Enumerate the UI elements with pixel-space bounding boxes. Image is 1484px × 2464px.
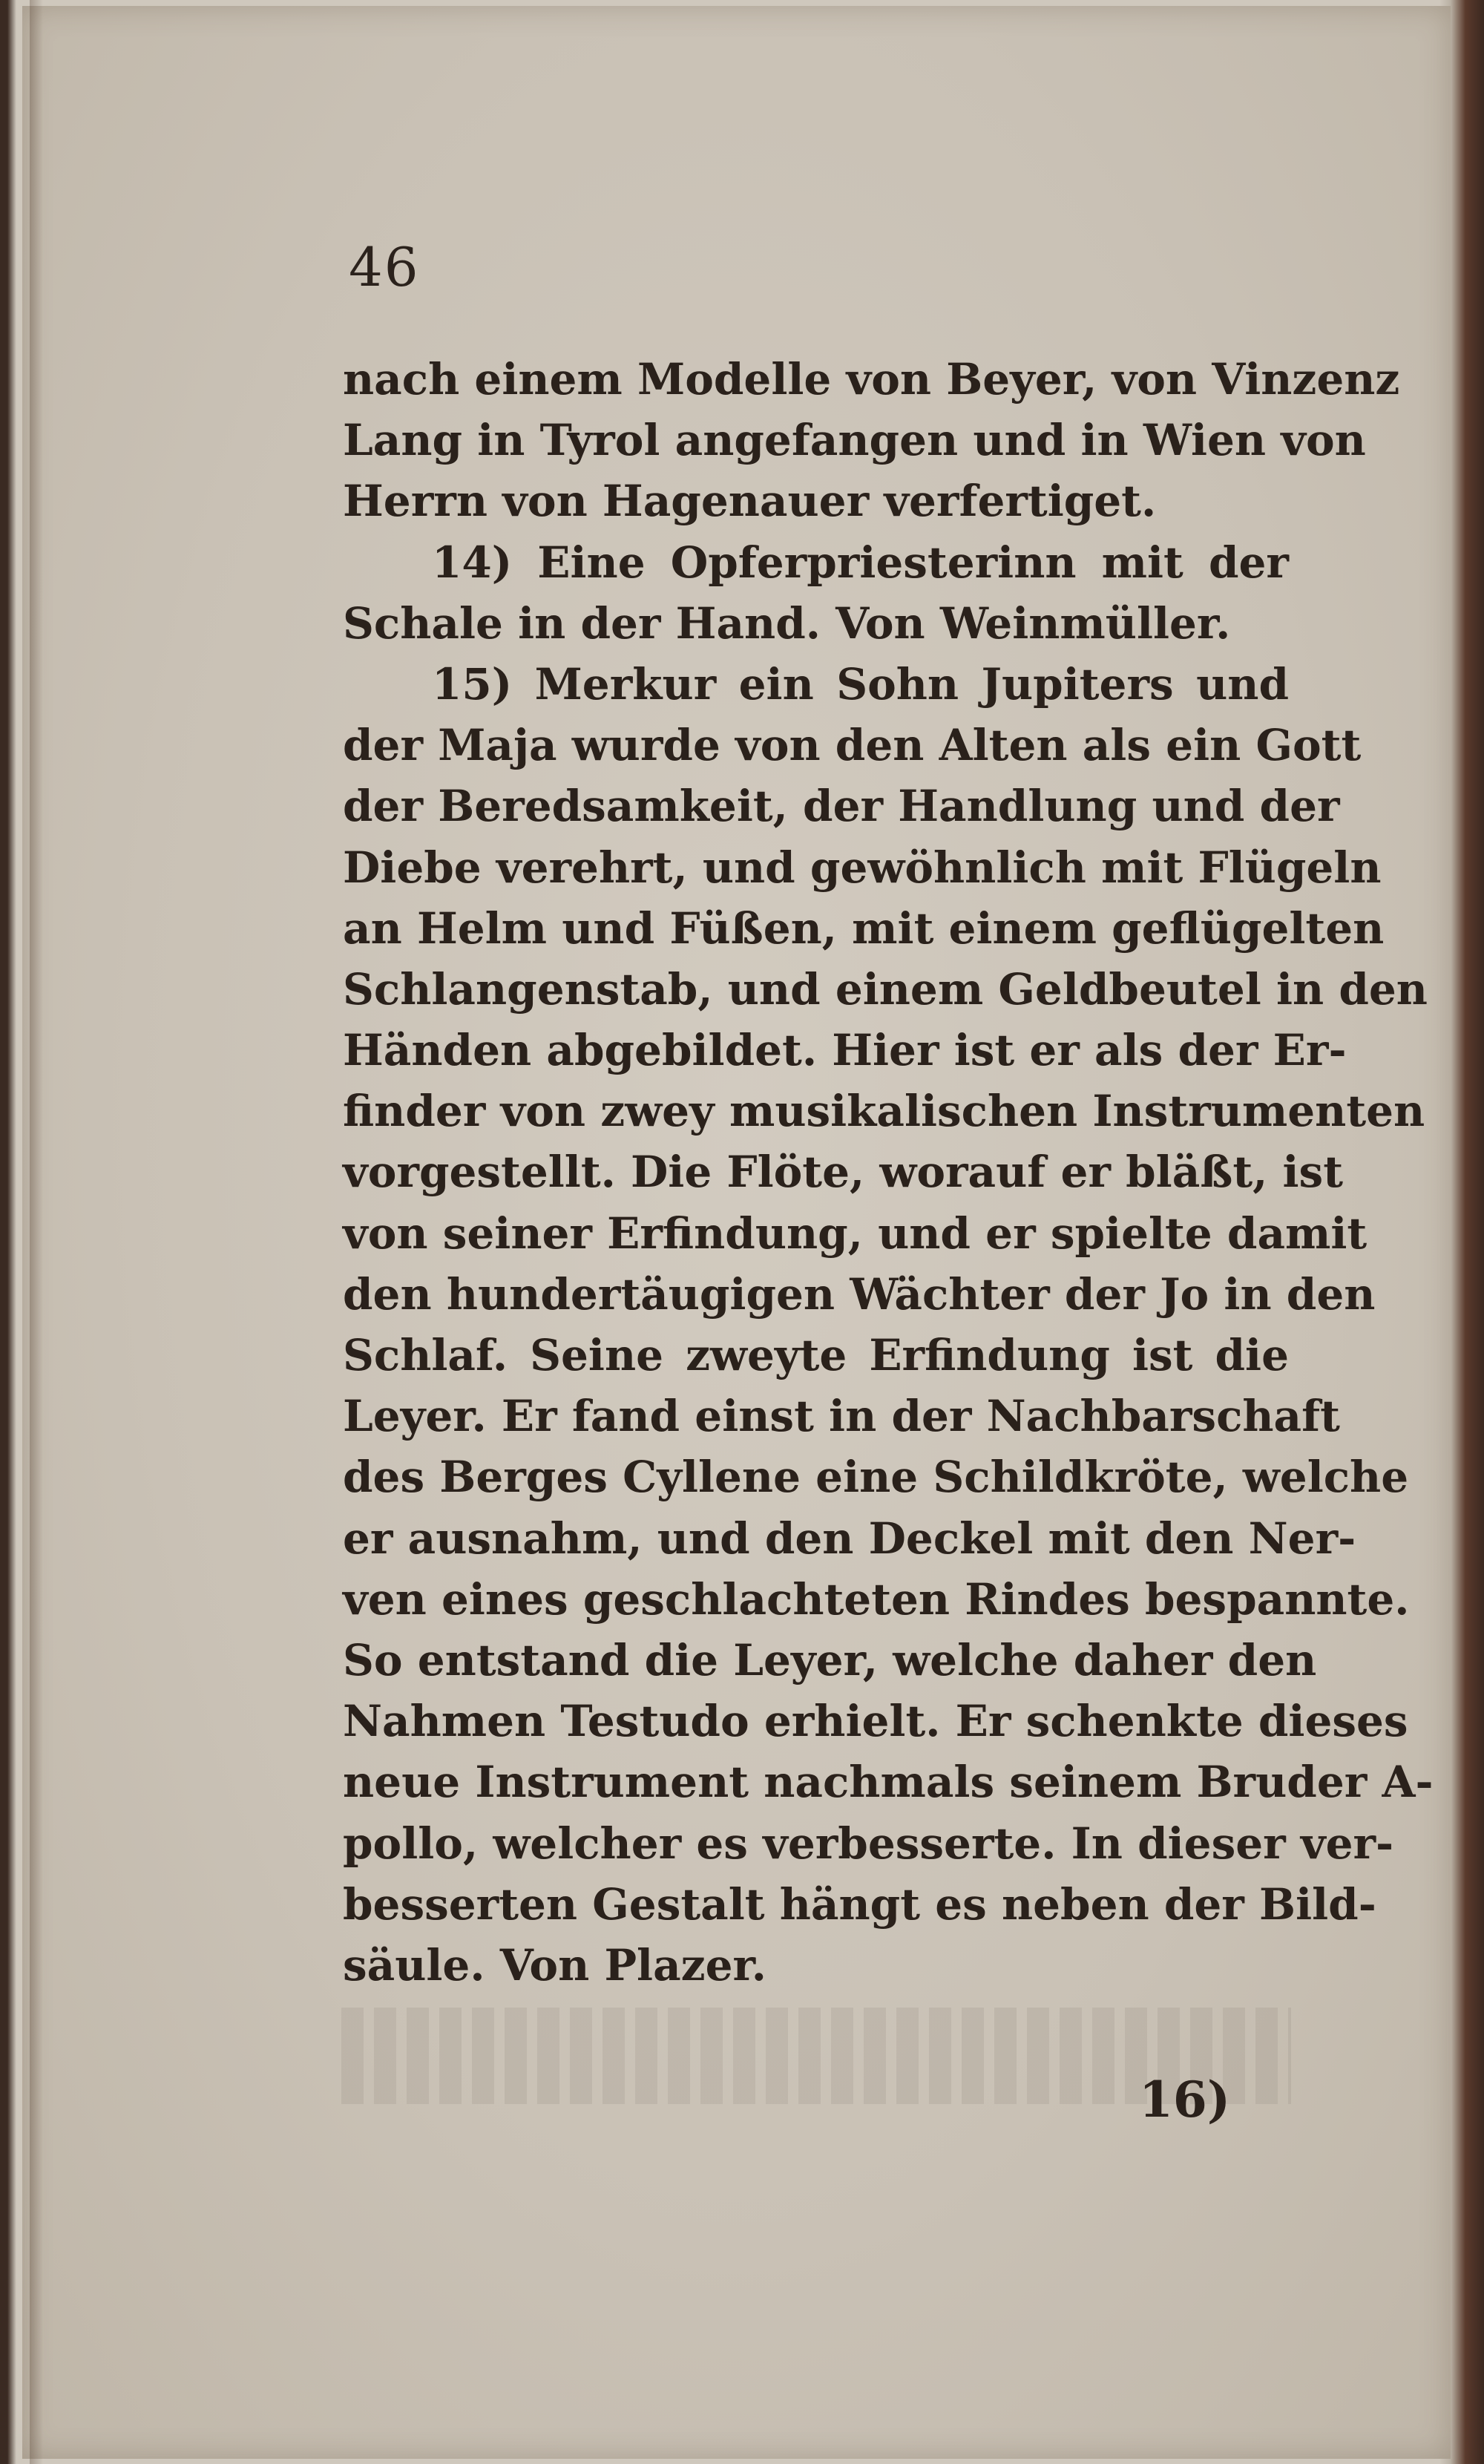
- catchword: 16): [1139, 2071, 1231, 2129]
- text-line: Leyer. Er fand einst in der Nachbarschaft: [343, 1391, 1340, 1442]
- text-line: finder von zwey musikalischen Instrumenten: [343, 1086, 1425, 1137]
- text-line: der Beredsamkeit, der Handlung und der: [343, 781, 1340, 832]
- text-line: der Maja wurde von den Alten als ein Gott: [343, 720, 1362, 771]
- text-line: Diebe verehrt, und gewöhnlich mit Flügeln: [343, 842, 1382, 893]
- text-line: Schale in der Hand. Von Weinmüller.: [343, 597, 1231, 649]
- text-line: Lang in Tyrol angefangen und in Wien von: [343, 415, 1366, 466]
- text-line: von seiner Erfindung, und er spielte damit: [343, 1208, 1368, 1259]
- text-line: Schlangenstab, und einem Geldbeutel in den: [343, 963, 1428, 1015]
- text-line: Nahmen Testudo erhielt. Er schenkte dieses: [343, 1696, 1408, 1747]
- text-line: Schlaf. Seine zweyte Erfindung ist die: [343, 1330, 1289, 1380]
- text-line: 14) Eine Opferpriesterinn mit der: [432, 537, 1289, 588]
- text-line: des Berges Cyllene eine Schildkröte, welche: [343, 1452, 1409, 1503]
- text-line: ven eines geschlachteten Rindes bespannte.: [343, 1573, 1410, 1625]
- text-line: pollo, welcher es verbesserte. In dieser ver-: [343, 1818, 1394, 1869]
- text-line: Händen abgebildet. Hier ist er als der Er-: [343, 1025, 1347, 1076]
- text-line: nach einem Modelle von Beyer, von Vinzenz: [343, 354, 1400, 404]
- text-line: Herrn von Hagenauer verfertiget.: [343, 476, 1157, 527]
- text-line: an Helm und Füßen, mit einem geflügelten: [343, 902, 1385, 954]
- text-line: vorgestellt. Die Flöte, worauf er bläßt, ist: [343, 1147, 1343, 1198]
- page-number: 46: [349, 236, 420, 298]
- text-line: den hundertäugigen Wächter der Jo in den: [343, 1268, 1376, 1320]
- text-line: säule. Von Plazer.: [343, 1939, 766, 1990]
- text-line: So entstand die Leyer, welche daher den: [343, 1634, 1317, 1685]
- spine-shadow: [30, 0, 43, 2464]
- body-text: [343, 349, 1434, 1996]
- text-line: er ausnahm, und den Deckel mit den Ner-: [343, 1513, 1356, 1564]
- text-line: 15) Merkur ein Sohn Jupiters und: [432, 658, 1289, 710]
- text-line: besserten Gestalt hängt es neben der Bild-: [343, 1878, 1376, 1930]
- text-line: neue Instrument nachmals seinem Bruder A-: [343, 1757, 1434, 1808]
